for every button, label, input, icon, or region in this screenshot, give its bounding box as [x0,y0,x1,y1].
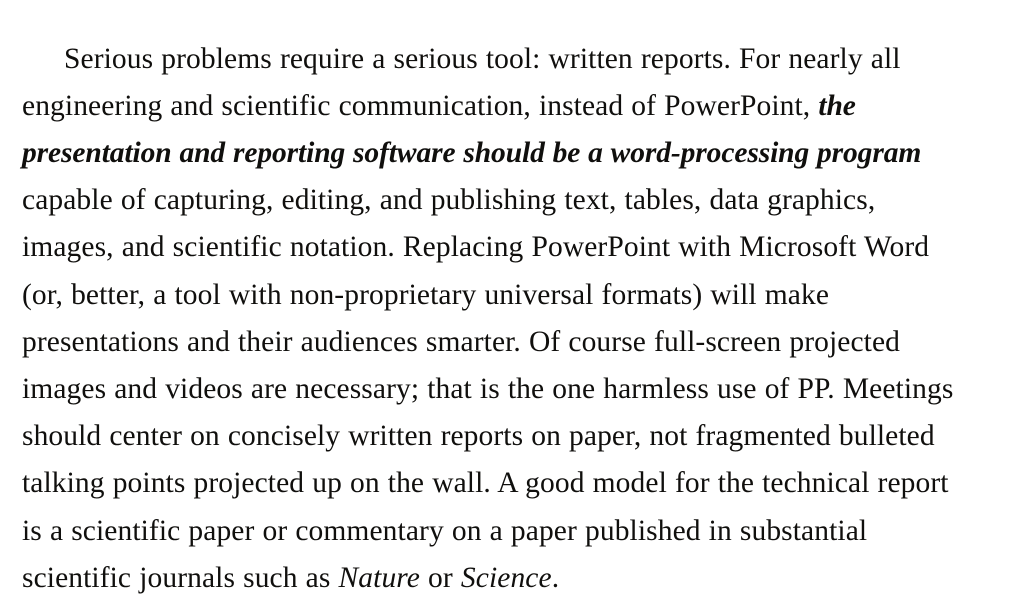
paragraph-segment-emphasis: the presentation and reporting software should be a word-processing program [22,89,922,169]
journal-title-nature: Nature [338,561,420,594]
paragraph-segment-opening: Serious problems require a serious tool: written reports. For nearly all engineering and scientific communication, instead of PowerPoint, [22,42,901,122]
paragraph-segment-conjunction: or [419,561,461,594]
paragraph-segment-period: . [551,561,560,594]
body-paragraph [22,36,962,602]
journal-title-science: Science [460,561,552,594]
paragraph-segment-body: capable of capturing, editing, and publishing text, tables, data graphics, images, and scientific notation. Replacing PowerPoint with Microsoft Word (or, better, a tool with non-proprietary universal formats) will make presentations and their audiences smarter. Of course full-screen projected images and videos are necessary; that is the one harmless use of PP. Meetings should center on concisely written reports on paper, not fragmented bulleted talking points projected up on the wall. A good model for the technical report is a scientific paper or commentary on a paper published in substantial scientific journals such as [22,184,954,594]
